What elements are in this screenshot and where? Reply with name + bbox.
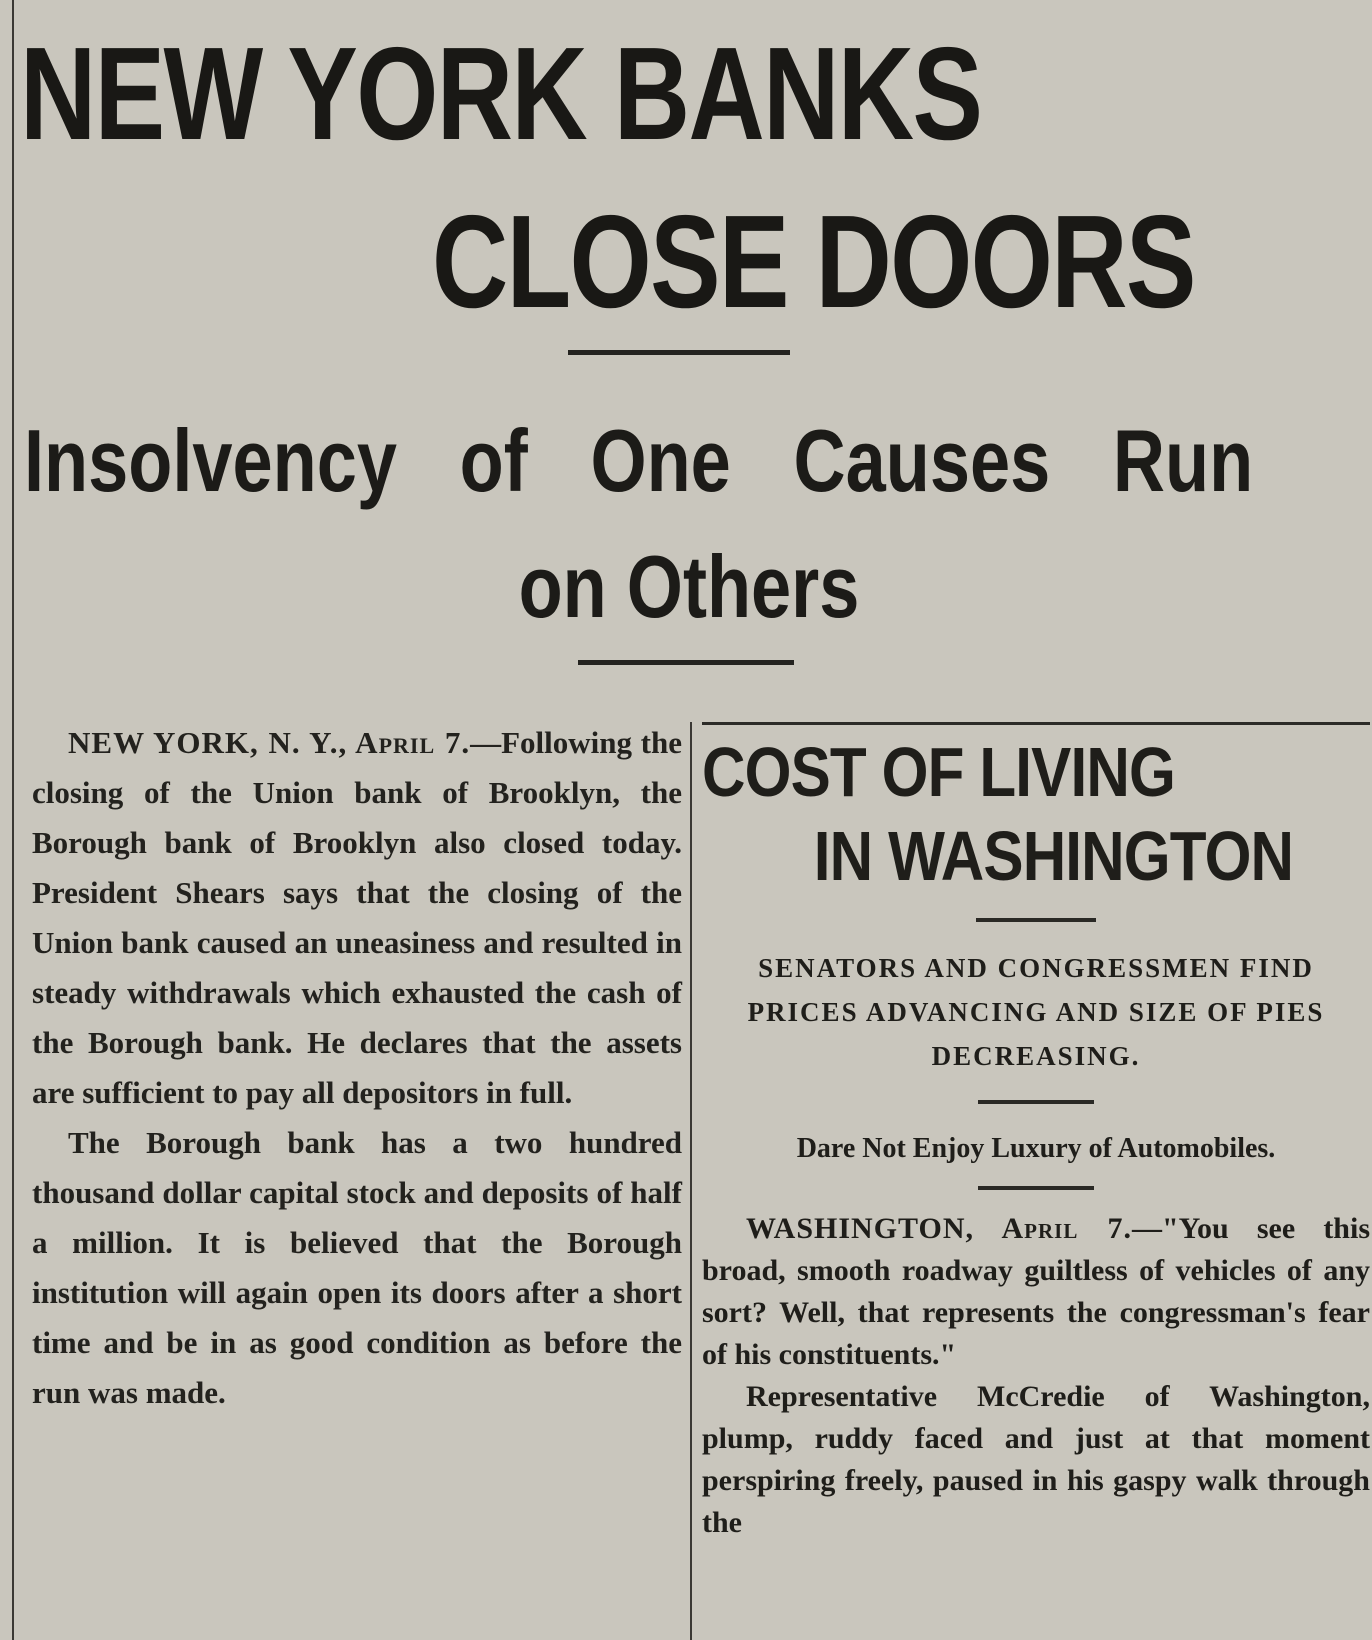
main-article-paragraph-2: The Borough bank has a two hundred thousand dollar capital stock and deposits of half a million. It is believed that the Borough institution will again open its doors after a short time and be in as good condition as before the run was made. xyxy=(32,1125,682,1410)
subdeck-divider xyxy=(978,1186,1094,1190)
side-article-top-rule xyxy=(702,722,1370,725)
side-article-dateline: WASHINGTON, April 7. xyxy=(746,1212,1133,1245)
sub-headline-line2: on Others xyxy=(518,537,860,636)
main-headline-line1: NEW YORK BANKS xyxy=(20,20,982,167)
deck-divider xyxy=(978,1100,1094,1104)
main-article-text-1: —Following the closing of the Union bank of Brooklyn, the Borough bank of Brooklyn also closed today. President Shears says that the closing of the Union bank caused an uneasiness and resulted in steady withdrawals which exhausted the cash of the Borough bank. He declares that the assets are sufficient to pay all depositors in full. xyxy=(32,725,682,1110)
side-article-headline-line1: COST OF LIVING xyxy=(702,733,1175,811)
column-divider-rule xyxy=(690,722,692,1640)
main-headline xyxy=(20,10,1195,346)
sub-headline xyxy=(24,398,1354,650)
side-article-text-1: —"You see this broad, smooth roadway guiltless of vehicles of any sort? Well, that represents the congressman's fear of his constituents." xyxy=(702,1212,1371,1371)
side-article-paragraph-1 xyxy=(702,1208,1370,1376)
side-article-body xyxy=(702,1208,1370,1544)
headline-divider xyxy=(568,350,790,355)
main-headline-line2: CLOSE DOORS xyxy=(432,188,1195,335)
side-article xyxy=(702,730,1370,1544)
main-article-dateline: NEW YORK, N. Y., April 7. xyxy=(68,725,471,760)
side-article-headline-line2: IN WASHINGTON xyxy=(813,817,1294,895)
subheadline-divider xyxy=(578,660,794,665)
sub-headline-line1: Insolvency of One Causes Run xyxy=(24,411,1254,510)
side-headline-divider xyxy=(976,918,1096,922)
main-article xyxy=(32,718,682,1418)
side-article-deck: SENATORS AND CONGRESSMEN FIND PRICES ADVANCING AND SIZE OF PIES DECREASING. xyxy=(747,953,1325,1071)
left-column-rule xyxy=(12,0,14,1640)
side-article-headline xyxy=(702,730,1294,898)
main-article-paragraph-1 xyxy=(32,718,682,1118)
side-article-paragraph-2: Representative McCredie of Washington, plump, ruddy faced and just at that moment perspiring freely, paused in his gaspy walk through the xyxy=(702,1380,1370,1539)
side-article-subdeck: Dare Not Enjoy Luxury of Automobiles. xyxy=(796,1133,1276,1164)
